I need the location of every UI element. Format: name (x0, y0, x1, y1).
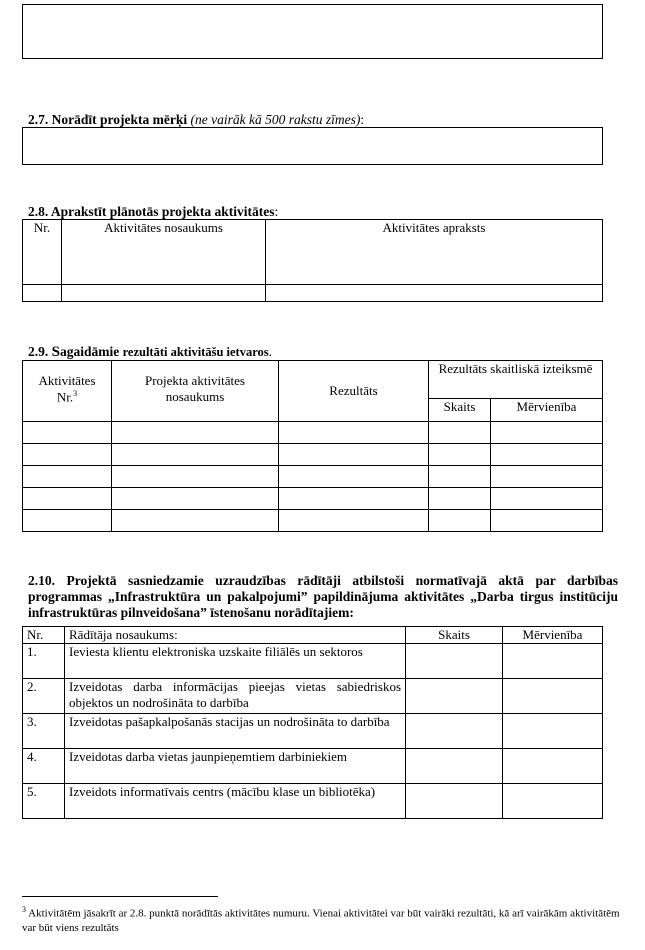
indicator-nr: 2. (23, 679, 65, 714)
indicator-nr: 3. (23, 714, 65, 749)
indicator-nr: 5. (23, 784, 65, 819)
previous-answer-box[interactable] (22, 4, 603, 59)
results-cell[interactable] (23, 466, 112, 488)
results-cell[interactable] (112, 422, 279, 444)
indicators-header-count: Skaits (406, 627, 503, 644)
section-2-10-heading: 2.10. Projektā sasniedzamie uzraudzības rādītāji atbilstoši normatīvajā aktā par darbības programmas „Infrastruktūra un pakalpojumi” papildinājuma aktivitātes „Darba tirgus institūciju infrastruktūras pilnveidošana” īstenošanu norādītajiem: (28, 573, 618, 620)
results-cell[interactable] (23, 444, 112, 466)
results-cell[interactable] (279, 466, 429, 488)
footnote (22, 903, 626, 935)
activities-cell-description[interactable] (266, 285, 603, 302)
results-header-activity-nr-text: Aktivitātes Nr. (38, 373, 96, 405)
results-cell[interactable] (279, 488, 429, 510)
section-2-7-colon: : (360, 112, 365, 127)
section-2-8-heading (28, 204, 278, 220)
indicator-row (23, 749, 603, 784)
results-cell[interactable] (491, 488, 603, 510)
footnote-text: Aktivitātēm jāsakrīt ar 2.8. punktā norādītās aktivitātes numuru. Vienai aktivitātei var būt vairāki rezultāti, kā arī vairākām aktivitātēm var būt viens rezultāts (22, 907, 620, 934)
results-cell[interactable] (23, 488, 112, 510)
indicator-row (23, 644, 603, 679)
activities-cell-name[interactable] (62, 285, 266, 302)
results-header-numeric: Rezultāts skaitliskā izteiksmē (429, 361, 603, 399)
indicator-unit-cell[interactable] (503, 644, 603, 679)
indicator-name: Izveidotas pašapkalpošanās stacijas un nodrošināta to darbība (65, 714, 406, 749)
section-2-7-number: 2.7. (28, 112, 49, 127)
results-cell[interactable] (279, 422, 429, 444)
indicator-name: Izveidotas darba vietas jaunpieņemtiem darbiniekiem (65, 749, 406, 784)
results-cell[interactable] (429, 466, 491, 488)
indicator-unit-cell[interactable] (503, 714, 603, 749)
indicators-header-unit: Mērvienība (503, 627, 603, 644)
results-cell[interactable] (112, 444, 279, 466)
results-cell[interactable] (491, 466, 603, 488)
activities-table (22, 219, 603, 302)
section-2-9-period: . (268, 344, 273, 359)
indicator-row (23, 784, 603, 819)
results-header-result: Rezultāts (279, 361, 429, 422)
section-2-9-title-initial: S (51, 344, 60, 360)
results-cell[interactable] (279, 510, 429, 532)
results-header-count: Skaits (429, 399, 491, 422)
activities-header-nr: Nr. (23, 220, 62, 285)
indicators-header-name: Rādītāja nosaukums: (65, 627, 406, 644)
results-cell[interactable] (23, 510, 112, 532)
indicator-count-cell[interactable] (406, 749, 503, 784)
indicators-table (22, 626, 603, 819)
section-2-7-title: Norādīt projekta mērķi (51, 112, 188, 127)
results-cell[interactable] (112, 488, 279, 510)
footnote-separator (22, 896, 218, 897)
activities-header-description: Aktivitātes apraksts (266, 220, 603, 285)
results-row (23, 488, 603, 510)
section-2-8-title: Aprakstīt plānotās projekta aktivitātes (50, 204, 275, 219)
section-2-9-heading (28, 344, 272, 360)
indicator-name: Ieviesta klientu elektroniska uzskaite filiālēs un sektoros (65, 644, 406, 679)
results-row (23, 466, 603, 488)
indicators-header-nr: Nr. (23, 627, 65, 644)
indicator-unit-cell[interactable] (503, 784, 603, 819)
results-header-activity-name: Projekta aktivitātes nosaukums (112, 361, 279, 422)
results-header-unit: Mērvienība (491, 399, 603, 422)
indicator-unit-cell[interactable] (503, 749, 603, 784)
indicator-name: Izveidotas darba informācijas pieejas vietas sabiedriskos objektos un nodrošināta to darbība (65, 679, 406, 714)
activities-cell-nr[interactable] (23, 285, 62, 302)
indicator-unit-cell[interactable] (503, 679, 603, 714)
results-cell[interactable] (491, 444, 603, 466)
indicator-nr: 1. (23, 644, 65, 679)
project-goal-box[interactable] (22, 127, 603, 165)
results-cell[interactable] (491, 422, 603, 444)
results-table (22, 360, 603, 532)
indicator-count-cell[interactable] (406, 714, 503, 749)
results-cell[interactable] (112, 510, 279, 532)
activities-header-name: Aktivitātes nosaukums (62, 220, 266, 285)
indicator-count-cell[interactable] (406, 784, 503, 819)
results-cell[interactable] (429, 444, 491, 466)
section-2-9-title-rest: agaidāmie (59, 344, 120, 359)
section-2-9-number: 2.9. (28, 344, 49, 359)
footnote-marker: 3 (22, 905, 26, 914)
results-header-activity-nr (23, 361, 112, 422)
results-cell[interactable] (112, 466, 279, 488)
indicator-row (23, 679, 603, 714)
indicator-count-cell[interactable] (406, 679, 503, 714)
section-2-7-heading (28, 112, 364, 128)
results-row (23, 444, 603, 466)
results-cell[interactable] (429, 488, 491, 510)
results-cell[interactable] (429, 422, 491, 444)
section-2-8-number: 2.8. (28, 204, 49, 219)
footnote-ref-3: 3 (73, 389, 78, 398)
results-row (23, 510, 603, 532)
results-cell[interactable] (429, 510, 491, 532)
indicator-nr: 4. (23, 749, 65, 784)
results-cell[interactable] (23, 422, 112, 444)
results-row (23, 422, 603, 444)
indicator-name: Izveidots informatīvais centrs (mācību klase un bibliotēka) (65, 784, 406, 819)
indicator-count-cell[interactable] (406, 644, 503, 679)
section-2-9-title-tail: rezultāti aktivitāšu ietvaros (122, 345, 269, 359)
section-2-7-note: (ne vairāk kā 500 rakstu zīmes) (190, 112, 361, 127)
section-2-8-colon: : (274, 204, 279, 219)
results-cell[interactable] (491, 510, 603, 532)
indicator-row (23, 714, 603, 749)
results-cell[interactable] (279, 444, 429, 466)
